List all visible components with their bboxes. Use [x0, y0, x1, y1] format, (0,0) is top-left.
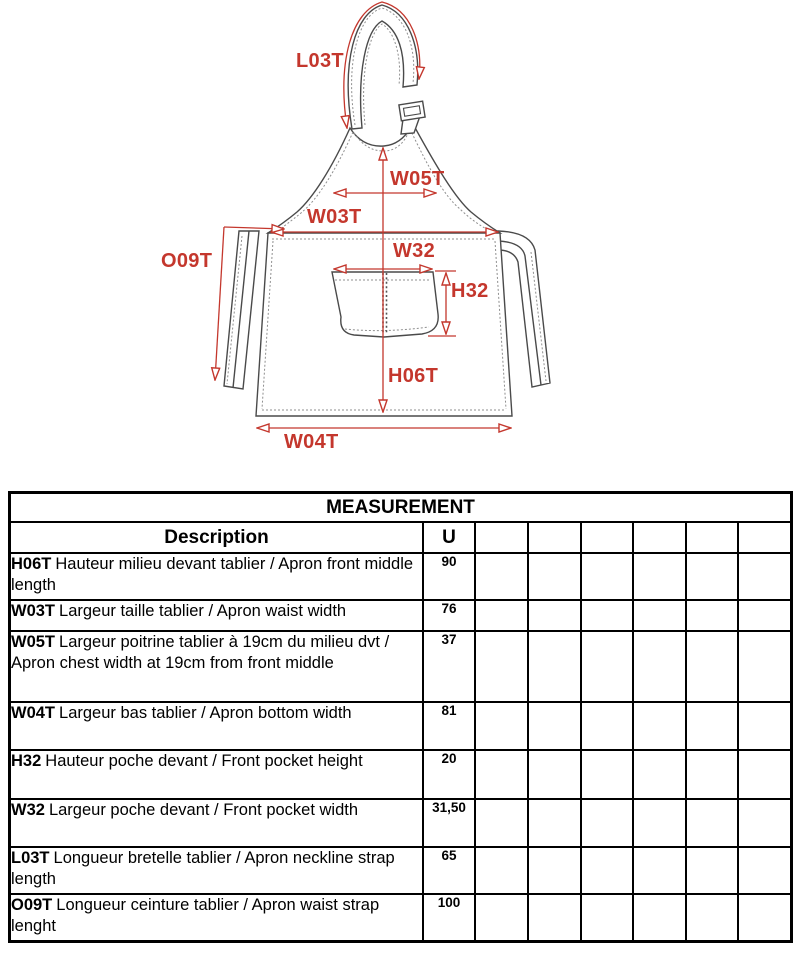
measure-text: Largeur taille tablier / Apron waist width	[59, 602, 347, 620]
measure-code: H32	[11, 752, 42, 770]
empty-cell	[633, 631, 686, 702]
empty-cell	[475, 553, 528, 600]
dim-label-w03t: W03T	[307, 206, 362, 228]
table-title: MEASUREMENT	[10, 493, 792, 523]
empty-cell	[686, 600, 738, 631]
empty-cell	[475, 799, 528, 847]
empty-cell	[686, 894, 738, 941]
empty-cell	[528, 702, 581, 750]
column-header-empty	[528, 522, 581, 553]
measure-text: Longueur ceinture tablier / Apron waist strap lenght	[11, 896, 380, 935]
empty-cell	[528, 799, 581, 847]
empty-cell	[738, 553, 791, 600]
table-row	[10, 799, 792, 847]
measure-code: O09T	[11, 896, 53, 914]
dim-label-l03t: L03T	[296, 50, 344, 72]
empty-cell	[633, 750, 686, 799]
measure-code: W04T	[11, 704, 56, 722]
measure-description	[10, 799, 423, 847]
measurement-table	[8, 491, 793, 943]
empty-cell	[633, 600, 686, 631]
empty-cell	[475, 750, 528, 799]
empty-cell	[528, 894, 581, 941]
measure-value: 65	[423, 847, 475, 894]
column-header-empty	[686, 522, 738, 553]
dim-label-w05t: W05T	[390, 168, 445, 190]
column-header-empty	[581, 522, 633, 553]
measure-value: 90	[423, 553, 475, 600]
table-row	[10, 750, 792, 799]
measure-text: Largeur poitrine tablier à 19cm du milieu dvt / Apron chest width at 19cm from front middle	[11, 633, 390, 672]
measure-text: Largeur poche devant / Front pocket width	[48, 801, 359, 819]
measure-code: L03T	[11, 849, 50, 867]
strap-buckle	[399, 101, 425, 134]
empty-cell	[581, 799, 633, 847]
empty-cell	[738, 750, 791, 799]
waist-tie-left	[224, 231, 259, 389]
table-row	[10, 631, 792, 702]
measure-code: W32	[11, 801, 45, 819]
measure-description	[10, 847, 423, 894]
empty-cell	[528, 847, 581, 894]
empty-cell	[528, 553, 581, 600]
measure-value: 31,50	[423, 799, 475, 847]
apron-bib	[268, 124, 500, 233]
empty-cell	[633, 702, 686, 750]
table-row	[10, 702, 792, 750]
empty-cell	[581, 847, 633, 894]
measure-text: Hauteur milieu devant tablier / Apron front middle length	[11, 555, 414, 594]
empty-cell	[686, 631, 738, 702]
empty-cell	[738, 894, 791, 941]
measure-text: Hauteur poche devant / Front pocket height	[45, 752, 363, 770]
measure-description	[10, 553, 423, 600]
measure-value: 20	[423, 750, 475, 799]
column-header-empty	[633, 522, 686, 553]
empty-cell	[633, 894, 686, 941]
empty-cell	[738, 600, 791, 631]
dim-label-h06t: H06T	[388, 365, 439, 387]
empty-cell	[528, 750, 581, 799]
table-row	[10, 553, 792, 600]
empty-cell	[633, 799, 686, 847]
empty-cell	[581, 894, 633, 941]
dim-label-o09t: O09T	[161, 250, 213, 272]
empty-cell	[686, 750, 738, 799]
empty-cell	[686, 702, 738, 750]
empty-cell	[686, 553, 738, 600]
dim-label-h32: H32	[451, 280, 489, 302]
measure-text: Longueur bretelle tablier / Apron neckline strap length	[11, 849, 395, 888]
measure-description	[10, 631, 423, 702]
table-title-row	[10, 493, 792, 523]
empty-cell	[475, 702, 528, 750]
empty-cell	[633, 553, 686, 600]
dim-label-w32: W32	[393, 240, 436, 262]
measure-value: 100	[423, 894, 475, 941]
column-header-unit: U	[423, 522, 475, 553]
measure-description	[10, 600, 423, 631]
empty-cell	[738, 702, 791, 750]
measure-description	[10, 702, 423, 750]
empty-cell	[581, 600, 633, 631]
empty-cell	[581, 631, 633, 702]
measure-value: 37	[423, 631, 475, 702]
empty-cell	[686, 799, 738, 847]
measure-code: W05T	[11, 633, 56, 651]
measure-code: H06T	[11, 555, 52, 573]
empty-cell	[528, 600, 581, 631]
measure-value: 76	[423, 600, 475, 631]
measure-text: Largeur bas tablier / Apron bottom width	[59, 704, 352, 722]
empty-cell	[581, 702, 633, 750]
table-row	[10, 600, 792, 631]
empty-cell	[738, 631, 791, 702]
measure-code: W03T	[11, 602, 56, 620]
front-pocket	[332, 272, 438, 337]
empty-cell	[581, 750, 633, 799]
table-row	[10, 894, 792, 941]
empty-cell	[475, 894, 528, 941]
table-row	[10, 847, 792, 894]
empty-cell	[475, 600, 528, 631]
empty-cell	[581, 553, 633, 600]
table-header-row	[10, 522, 792, 553]
empty-cell	[475, 847, 528, 894]
measure-value: 81	[423, 702, 475, 750]
dim-line-o09t	[215, 227, 224, 380]
measure-description	[10, 894, 423, 941]
measurement-table-container	[8, 491, 793, 943]
empty-cell	[475, 631, 528, 702]
column-header-empty	[475, 522, 528, 553]
empty-cell	[738, 847, 791, 894]
column-header-description: Description	[10, 522, 423, 553]
measure-description	[10, 750, 423, 799]
empty-cell	[633, 847, 686, 894]
dim-label-w04t: W04T	[284, 431, 339, 453]
empty-cell	[738, 799, 791, 847]
column-header-empty	[738, 522, 791, 553]
empty-cell	[528, 631, 581, 702]
empty-cell	[686, 847, 738, 894]
